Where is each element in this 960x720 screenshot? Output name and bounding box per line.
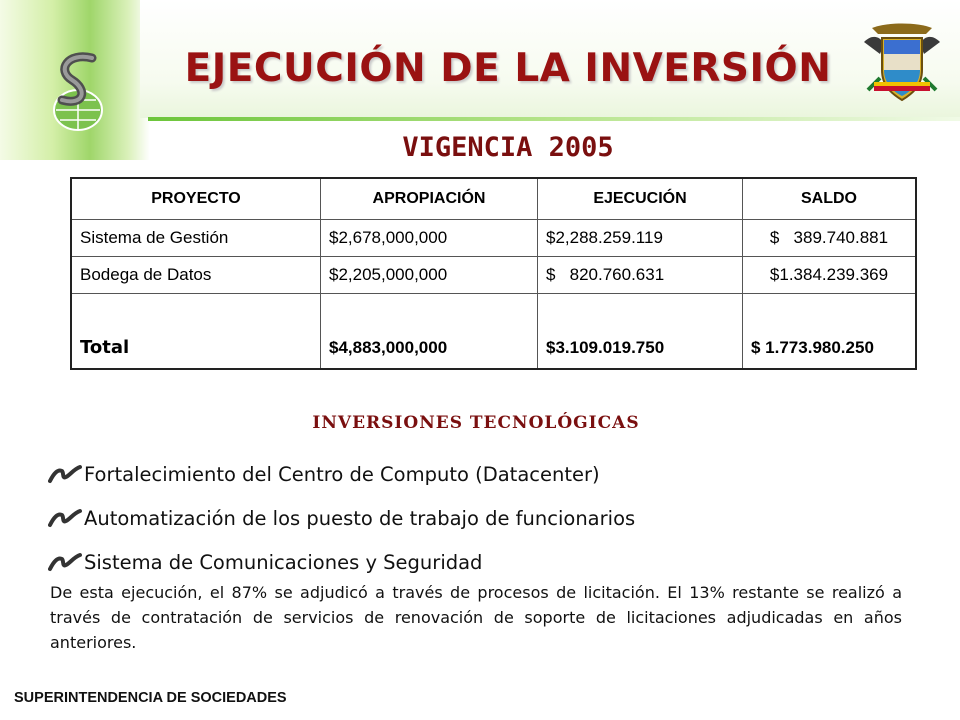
section-title: INVERSIONES TECNOLÓGICAS [312,413,640,433]
list-item [48,540,635,584]
footer-label: SUPERINTENDENCIA DE SOCIEDADES [14,690,287,706]
table-cell: $ 820.760.631 [538,257,743,294]
list-item [48,496,635,540]
total-label: Total [71,294,321,370]
table-cell: Bodega de Datos [71,257,321,294]
table-cell: $2,205,000,000 [321,257,538,294]
bullet-stroke-icon [48,507,82,529]
total-cell: $3.109.019.750 [538,294,743,370]
list-item-label: Sistema de Comunicaciones y Seguridad [84,550,483,574]
bullet-stroke-icon [48,463,82,485]
table-row [71,220,916,257]
header-rule [148,117,960,121]
table-cell: $ 389.740.881 [743,220,917,257]
page-title: EJECUCIÓN DE LA INVERSIÓN [184,46,832,91]
table-cell: $1.384.239.369 [743,257,917,294]
list-item-label: Automatización de los puesto de trabajo de funcionarios [84,506,636,530]
supersociedades-logo-icon [48,48,108,134]
column-header: APROPIACIÓN [321,178,538,220]
summary-paragraph: De esta ejecución, el 87% se adjudicó a través de procesos de licitación. El 13% restante se realizó a través de contratación de servicios de renovación de soporte de licitaciones adjudicadas en años anteriores. [50,583,902,652]
column-header: PROYECTO [71,178,321,220]
colombia-coat-of-arms-icon [862,20,942,104]
column-header: SALDO [743,178,917,220]
investment-table [70,177,917,370]
table-total-row [71,294,916,370]
table-row [71,257,916,294]
total-cell: $4,883,000,000 [321,294,538,370]
table-cell: $2,288.259.119 [538,220,743,257]
total-cell: $ 1.773.980.250 [743,294,917,370]
bullet-list [48,452,635,584]
column-header: EJECUCIÓN [538,178,743,220]
table-cell: Sistema de Gestión [71,220,321,257]
list-item [48,452,635,496]
bullet-stroke-icon [48,551,82,573]
page-subtitle: VIGENCIA 2005 [402,132,614,163]
list-item-label: Fortalecimiento del Centro de Computo (Datacenter) [84,462,600,486]
table-cell: $2,678,000,000 [321,220,538,257]
table-header-row [71,178,916,220]
